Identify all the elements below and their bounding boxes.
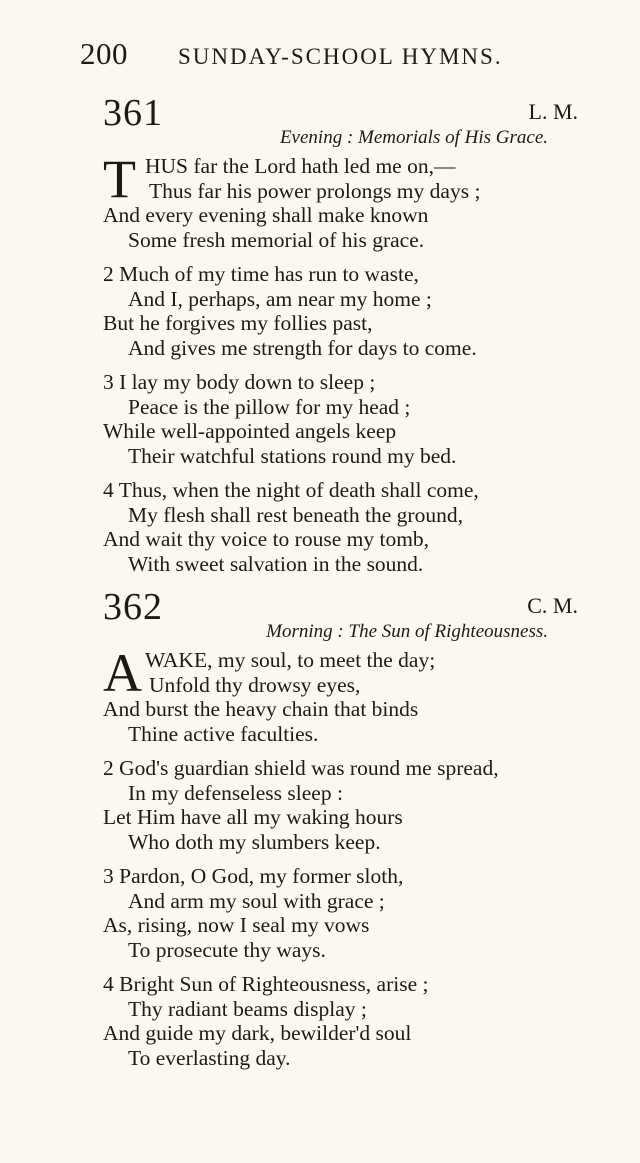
verse-line: 3 Pardon, O God, my former sloth, xyxy=(103,864,404,888)
verse-line: To everlasting day. xyxy=(128,1045,291,1070)
dropcap-block xyxy=(103,643,630,703)
verse-1 xyxy=(103,643,630,746)
drop-cap: T xyxy=(103,149,136,209)
page-number: 200 xyxy=(80,36,128,71)
verse-line: And gives me strength for days to come. xyxy=(128,335,477,360)
verse-line: HUS far the Lord hath led me on,— xyxy=(145,154,456,178)
verse-line: And arm my soul with grace ; xyxy=(128,888,385,913)
verse-line: To prosecute thy ways. xyxy=(128,937,326,962)
verse-line: 2 God's guardian shield was round me spread, xyxy=(103,756,499,780)
verse-4 xyxy=(103,478,630,576)
dropcap-block xyxy=(103,149,630,209)
hymn-meter: C. M. xyxy=(527,593,578,618)
verse-line: WAKE, my soul, to meet the day; xyxy=(145,648,436,672)
verse-line: Their watchful stations round my bed. xyxy=(128,443,457,468)
drop-cap: A xyxy=(103,643,142,703)
page-header xyxy=(80,36,540,76)
verse-3 xyxy=(103,864,630,962)
verse-1 xyxy=(103,149,630,252)
verse-line: And burst the heavy chain that binds xyxy=(103,697,419,721)
hymn-subtitle: Morning : The Sun of Righteousness. xyxy=(266,621,548,642)
hymn-number: 361 xyxy=(103,92,163,134)
verse-line: While well-appointed angels keep xyxy=(103,419,397,443)
hymn-number: 362 xyxy=(103,586,163,628)
verse-line: Unfold thy drowsy eyes, xyxy=(149,672,361,697)
verse-line: And every evening shall make known xyxy=(103,203,429,227)
verse-line: Peace is the pillow for my head ; xyxy=(128,394,411,419)
running-title: SUNDAY-SCHOOL HYMNS. xyxy=(178,44,503,69)
verse-line: Who doth my slumbers keep. xyxy=(128,829,381,854)
hymn-meter: L. M. xyxy=(528,99,578,124)
verse-line: 4 Bright Sun of Righteousness, arise ; xyxy=(103,972,429,996)
verse-line: But he forgives my follies past, xyxy=(103,311,373,335)
verse-line: 3 I lay my body down to sleep ; xyxy=(103,370,376,394)
verse-2 xyxy=(103,262,630,360)
verse-line: 4 Thus, when the night of death shall come, xyxy=(103,478,479,502)
hymn-subtitle: Evening : Memorials of His Grace. xyxy=(279,127,548,148)
verse-line: With sweet salvation in the sound. xyxy=(128,551,424,576)
verse-line: And guide my dark, bewilder'd soul xyxy=(103,1021,412,1045)
verse-line: Thine active faculties. xyxy=(128,721,319,746)
hymn-verses xyxy=(103,149,630,586)
hymn-verses xyxy=(103,643,630,1080)
verse-3 xyxy=(103,370,630,468)
verse-line: Thus far his power prolongs my days ; xyxy=(149,178,481,203)
verse-line: In my defenseless sleep : xyxy=(128,780,343,805)
verse-line: As, rising, now I seal my vows xyxy=(103,913,370,937)
verse-line: Thy radiant beams display ; xyxy=(128,996,367,1021)
verse-line: And wait thy voice to rouse my tomb, xyxy=(103,527,430,551)
verse-line: My flesh shall rest beneath the ground, xyxy=(128,502,463,527)
verse-line: Let Him have all my waking hours xyxy=(103,805,403,829)
verse-line: 2 Much of my time has run to waste, xyxy=(103,262,419,286)
verse-4 xyxy=(103,972,630,1070)
verse-line: Some fresh memorial of his grace. xyxy=(128,227,425,252)
verse-2 xyxy=(103,756,630,854)
verse-line: And I, perhaps, am near my home ; xyxy=(128,286,432,311)
